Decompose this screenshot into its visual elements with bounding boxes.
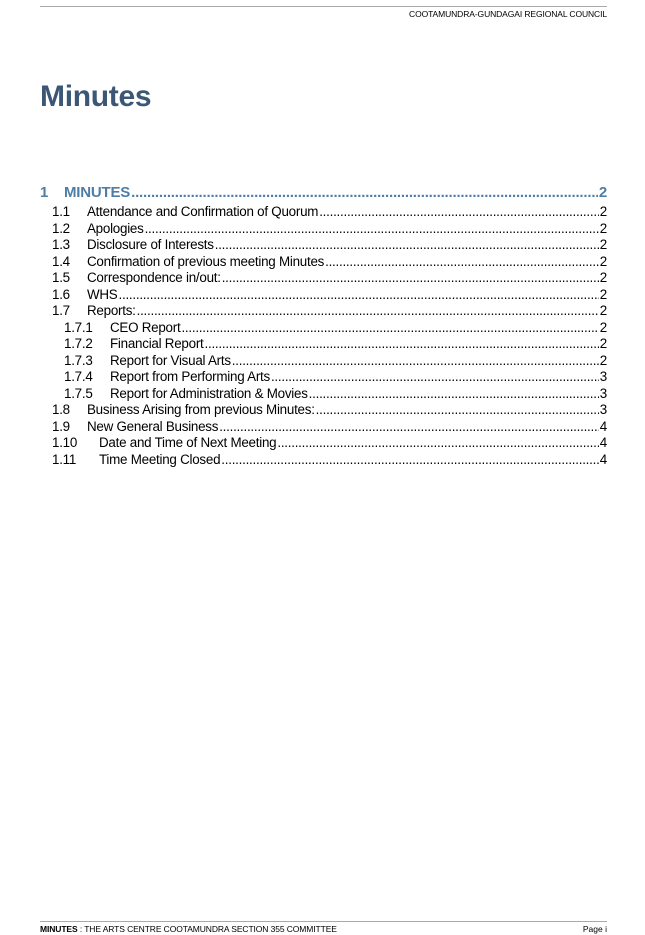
toc-entry-1-2[interactable]: [40, 221, 607, 238]
toc-label: MINUTES: [64, 184, 131, 201]
toc-entry-1-9[interactable]: [40, 419, 607, 436]
toc-label: Report for Visual Arts: [110, 352, 231, 368]
toc-label: WHS: [87, 286, 118, 302]
toc-leader: [215, 237, 599, 254]
toc-leader: [277, 435, 598, 452]
footer-separator: :: [77, 924, 85, 934]
toc-page-number: 2: [599, 352, 607, 368]
toc-page-number: 4: [599, 435, 607, 450]
toc-leader: [232, 353, 599, 370]
toc-leader: [145, 221, 599, 238]
footer-document-label: MINUTES: [40, 924, 78, 934]
toc-entry-1-3[interactable]: [40, 237, 607, 254]
toc-leader: [119, 287, 599, 304]
toc-page-number: 2: [599, 336, 607, 351]
toc-page-number: 2: [599, 286, 607, 302]
toc-label: Disclosure of Interests: [87, 237, 214, 252]
toc-leader: [205, 336, 599, 353]
toc-page-number: 3: [599, 402, 607, 417]
footer-document-info: [40, 924, 337, 934]
toc-leader: [221, 452, 599, 469]
toc-number: 1.7: [52, 303, 70, 318]
toc-page-number: 3: [599, 385, 607, 401]
toc-entry-1-7-2[interactable]: [40, 336, 607, 353]
toc-label: Report from Performing Arts: [110, 369, 270, 384]
toc-entry-1-8[interactable]: [40, 402, 607, 419]
toc-page-number: 2: [599, 319, 607, 335]
toc-page-number: 3: [599, 369, 607, 384]
toc-entry-1-4[interactable]: [40, 254, 607, 271]
toc-page-number: 4: [599, 451, 607, 467]
table-of-contents: [40, 182, 607, 468]
toc-entry-1-11[interactable]: [40, 452, 607, 469]
toc-page-number: 2: [599, 270, 607, 285]
toc-number: 1.10: [52, 435, 78, 450]
toc-label: Reports:: [87, 303, 136, 318]
toc-number: 1.7.3: [64, 352, 93, 368]
toc-entry-1-5[interactable]: [40, 270, 607, 287]
toc-number: 1.7.1: [64, 319, 93, 335]
toc-entry-1-6[interactable]: [40, 287, 607, 304]
toc-leader: [131, 182, 598, 204]
toc-entry-1-7-3[interactable]: [40, 353, 607, 370]
toc-label: Confirmation of previous meeting Minutes: [87, 253, 325, 269]
toc-entry-1-10[interactable]: [40, 435, 607, 452]
toc-label: Report for Administration & Movies: [110, 385, 308, 401]
toc-page-number: 2: [599, 303, 607, 318]
toc-entry-1-1[interactable]: [40, 204, 607, 221]
toc-label: Business Arising from previous Minutes:: [87, 402, 315, 417]
toc-number: 1.7.4: [64, 369, 93, 384]
toc-number: 1.7.2: [64, 336, 93, 351]
toc-page-number: 4: [599, 418, 607, 434]
toc-number: 1.9: [52, 418, 70, 434]
toc-page-number: 2: [599, 204, 607, 219]
toc-page-number: 2: [599, 253, 607, 269]
toc-label: CEO Report: [110, 319, 181, 335]
toc-leader: [316, 402, 599, 419]
toc-number: 1.4: [52, 253, 70, 269]
toc-leader: [319, 204, 599, 221]
toc-leader: [181, 320, 598, 337]
toc-leader: [222, 270, 599, 287]
toc-number: 1.1: [52, 204, 70, 219]
toc-number: 1.7.5: [64, 385, 93, 401]
toc-leader: [325, 254, 599, 271]
toc-entry-1[interactable]: [40, 182, 607, 204]
toc-page-number: 2: [599, 220, 607, 236]
footer-page-label: Page i: [582, 924, 607, 934]
toc-number: 1: [40, 184, 49, 201]
footer-rule: [40, 921, 607, 922]
toc-number: 1.3: [52, 237, 70, 252]
footer-committee: THE ARTS CENTRE COOTAMUNDRA SECTION 355 COMMITTEE: [84, 924, 337, 934]
toc-label: Date and Time of Next Meeting: [99, 435, 277, 450]
toc-leader: [219, 419, 599, 436]
toc-number: 1.11: [52, 451, 77, 467]
toc-entry-1-7-1[interactable]: [40, 320, 607, 337]
toc-page-number: 2: [599, 237, 607, 252]
toc-number: 1.6: [52, 286, 70, 302]
toc-entry-1-7-5[interactable]: [40, 386, 607, 403]
toc-number: 1.8: [52, 402, 70, 417]
toc-number: 1.5: [52, 270, 70, 285]
header-organisation: COOTAMUNDRA-GUNDAGAI REGIONAL COUNCIL: [409, 9, 607, 19]
toc-label: New General Business: [87, 418, 219, 434]
header-rule: [40, 6, 607, 7]
toc-label: Time Meeting Closed: [99, 451, 221, 467]
toc-leader: [271, 369, 599, 386]
toc-leader: [309, 386, 599, 403]
toc-label: Attendance and Confirmation of Quorum: [87, 204, 319, 219]
toc-label: Apologies: [87, 220, 144, 236]
toc-leader: [137, 303, 599, 320]
toc-label: Financial Report: [110, 336, 204, 351]
toc-number: 1.2: [52, 220, 70, 236]
page-title: Minutes: [40, 80, 152, 113]
toc-entry-1-7[interactable]: [40, 303, 607, 320]
toc-label: Correspondence in/out:: [87, 270, 221, 285]
toc-page-number: 2: [598, 184, 607, 201]
toc-entry-1-7-4[interactable]: [40, 369, 607, 386]
